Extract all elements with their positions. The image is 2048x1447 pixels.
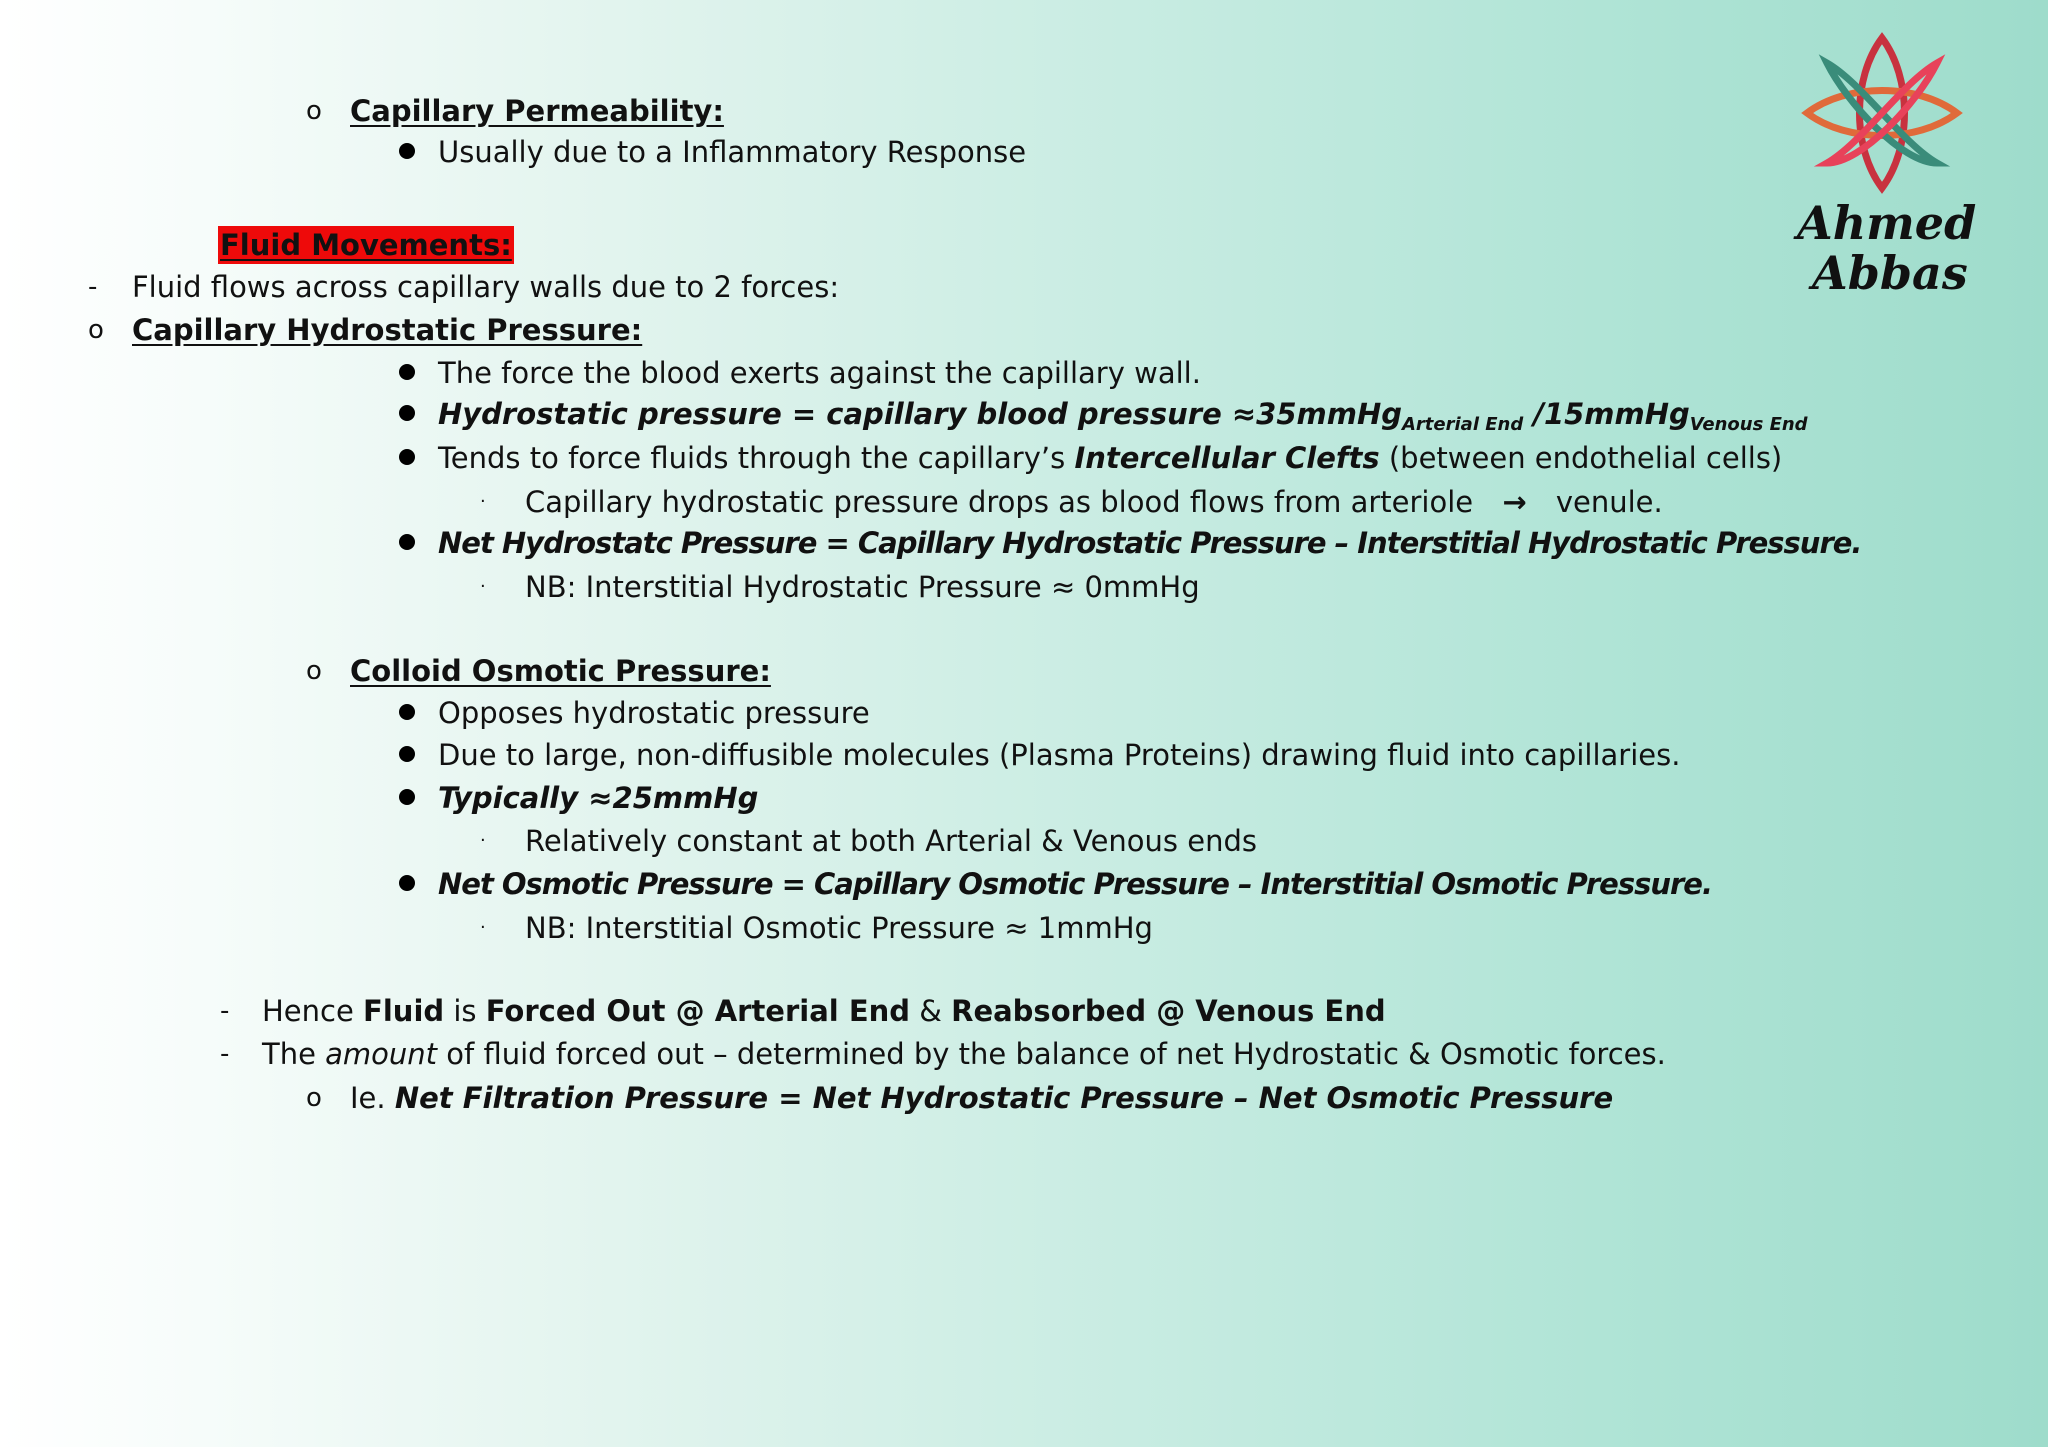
colloid-heading: Colloid Osmotic Pressure:: [350, 654, 771, 688]
circle-marker: o: [306, 1083, 322, 1113]
pressure-drop-text: Capillary hydrostatic pressure drops as blood flows from arteriole: [525, 485, 1474, 519]
bullet-dot: [399, 364, 415, 380]
balance-text: of fluid forced out – determined by the balance of net Hydrostatic & Osmotic forces.: [437, 1037, 1666, 1071]
fluid-text: Fluid: [363, 994, 445, 1028]
hydrostatic-sub-bullet: [525, 483, 1663, 521]
bullet-dot: [399, 746, 415, 762]
logo-name-line2: Abbas: [1812, 246, 1968, 300]
author-logo: [1792, 28, 1977, 308]
arterial-end-subscript: Arterial End: [1402, 414, 1524, 435]
middot-marker: ·: [480, 830, 486, 851]
bullet-dot: [399, 875, 415, 891]
colloid-nb: NB: Interstitial Osmotic Pressure ≈ 1mmHg: [525, 911, 1153, 945]
colloid-bullet-1: Opposes hydrostatic pressure: [438, 696, 870, 730]
hence-text: Hence: [262, 994, 364, 1028]
dash-marker: -: [220, 996, 230, 1026]
colloid-bullet-4: Net Osmotic Pressure = Capillary Osmotic Pressure – Interstitial Osmotic Pressure.: [438, 867, 1712, 901]
conclusion-line-3: [350, 1079, 1613, 1117]
hydrostatic-bullet-2: [438, 395, 1808, 444]
hydrostatic-nb: NB: Interstitial Hydrostatic Pressure ≈ 0mmHg: [525, 570, 1200, 604]
fluid-movements-intro: Fluid flows across capillary walls due to 2 forces:: [132, 270, 840, 304]
hydrostatic-bullet-1: The force the blood exerts against the capillary wall.: [438, 356, 1201, 390]
bullet-dot: [399, 143, 415, 159]
the-text: The: [262, 1037, 326, 1071]
hydrostatic-heading: Capillary Hydrostatic Pressure:: [132, 313, 643, 347]
net-filtration-formula: Net Filtration Pressure = Net Hydrostatic Pressure – Net Osmotic Pressure: [394, 1081, 1614, 1115]
dash-marker: -: [88, 272, 98, 302]
colloid-bullet-2: Due to large, non-diffusible molecules (Plasma Proteins) drawing fluid into capillaries.: [438, 738, 1681, 772]
bullet-dot: [399, 449, 415, 465]
venous-end-subscript: Venous End: [1689, 414, 1808, 435]
bullet-dot: [399, 704, 415, 720]
colloid-sub-bullet: Relatively constant at both Arterial & Venous ends: [525, 824, 1257, 858]
dash-marker: -: [220, 1039, 230, 1069]
conclusion-line-2: [262, 1035, 1666, 1073]
hydrostatic-bullet-4: Net Hydrostatc Pressure = Capillary Hydrostatic Pressure – Interstitial Hydrostatic Pressure.: [438, 526, 1862, 560]
middot-marker: ·: [480, 576, 486, 597]
capillary-permeability-heading: Capillary Permeability:: [350, 94, 724, 128]
clefts-text-pre: Tends to force fluids through the capillary’s: [438, 441, 1075, 475]
middot-marker: ·: [480, 491, 486, 512]
circle-marker: o: [306, 96, 322, 126]
capillary-permeability-bullet: Usually due to a Inflammatory Response: [438, 135, 1027, 169]
logo-name-line1: Ahmed: [1797, 196, 1977, 250]
colloid-bullet-3: Typically ≈25mmHg: [438, 781, 759, 815]
forced-out-text: Forced Out @ Arterial End: [485, 994, 911, 1028]
is-text: is: [444, 994, 486, 1028]
amount-text: amount: [325, 1037, 438, 1071]
circle-marker: o: [88, 315, 104, 345]
hydrostatic-formula: Hydrostatic pressure = capillary blood pressure ≈35mmHg: [438, 397, 1402, 431]
bullet-dot: [399, 789, 415, 805]
fluid-movements-highlight: Fluid Movements:: [220, 228, 512, 262]
and-text: &: [910, 994, 952, 1028]
intercellular-clefts: Intercellular Clefts: [1074, 441, 1380, 475]
reabsorbed-text: Reabsorbed @ Venous End: [951, 994, 1386, 1028]
ie-text: Ie.: [350, 1081, 395, 1115]
middot-marker: ·: [480, 917, 486, 938]
clefts-text-post: (between endothelial cells): [1379, 441, 1783, 475]
venous-value: /15mmHg: [1523, 397, 1690, 431]
bullet-dot: [399, 405, 415, 421]
fluid-movements-heading: [218, 226, 514, 264]
hydrostatic-bullet-3: [438, 439, 1782, 477]
venule-text: venule.: [1555, 485, 1663, 519]
knot-emblem-icon: [1792, 28, 1972, 208]
conclusion-line-1: [262, 992, 1386, 1030]
bullet-dot: [399, 534, 415, 550]
circle-marker: o: [306, 656, 322, 686]
right-arrow-icon: →: [1502, 485, 1527, 519]
